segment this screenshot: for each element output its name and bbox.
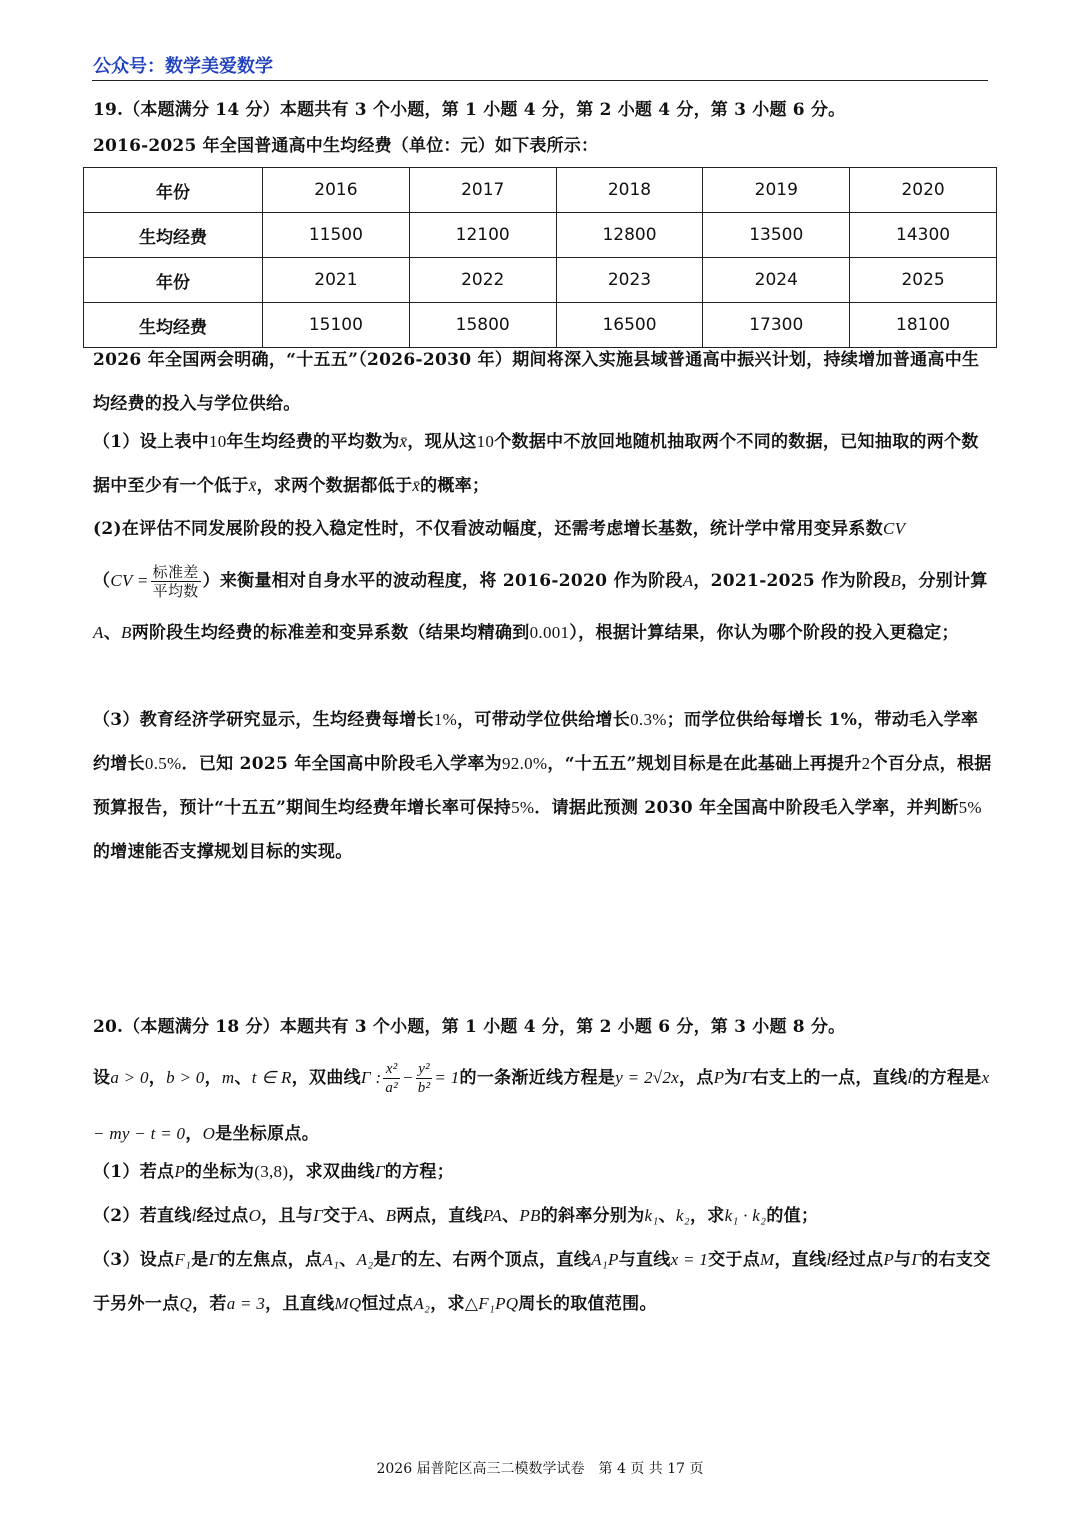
q19-part3: （3）教育经济学研究显示，生均经费每增长1%，可带动学位供给增长0.3%；而学位供给每增长 1%，带动毛入学率约增长0.5%．已知 2025 年全国高中阶段毛入学率为92.0%，“十五五”规划目标是在此基础上再提升2个百分点，根据预算报告，预计“十五五”期间生均经费年增长率可保持5%．请据此预测 2030 年全国高中阶段毛入学率，并判断5%的增速能否支撑规划目标的实现。 [93, 710, 992, 862]
table-cell: 2020 [850, 168, 997, 213]
table-row [84, 168, 997, 213]
table-cell: 18100 [850, 303, 997, 348]
table-cell: 2022 [409, 258, 556, 303]
table-cell: 2016 [263, 168, 410, 213]
q20-part3: （3）设点F₁是Γ的左焦点，点A₁、A₂是Γ的左、右两个顶点，直线A₁P与直线x = 1交于点M，直线l经过点P与Γ的右支交于另外一点Q，若a = 3，且直线MQ恒过点A₂，求△F₁PQ周长的取值范围。 [93, 1250, 991, 1314]
table-cell: 2025 [850, 258, 997, 303]
q19-background: 2026 年全国两会明确，“十五五”（2026-2030 年）期间将深入实施县域普通高中振兴计划，持续增加普通高中生均经费的投入与学位供给。 [93, 350, 980, 414]
table-cell: 2018 [556, 168, 703, 213]
table-row-label: 生均经费 [84, 213, 263, 258]
cv-fraction: $\frac{\text{标准差}}{\text{平均数}}$ [152, 563, 199, 600]
table-cell: 16500 [556, 303, 703, 348]
table-row-label: 生均经费 [84, 303, 263, 348]
table-cell: 2017 [409, 168, 556, 213]
table-cell: 15800 [409, 303, 556, 348]
page-footer: 2026 届普陀区高三二模数学试卷 第 4 页 共 17 页 [376, 1461, 704, 1477]
q19-intro: 2016-2025 年全国普通高中生均经费（单位：元）如下表所示： [93, 136, 599, 156]
q19-part1: （1）设上表中10年生均经费的平均数为x̄，现从这10个数据中不放回地随机抽取两个不同的数据，已知抽取的两个数据中至少有一个低于x̄，求两个数据都低于x̄的概率； [93, 432, 979, 496]
q20-part2: （2）若直线l经过点O，且与Γ交于A、B两点，直线PA、PB的斜率分别为k₁、k₂，求k₁ · k₂的值； [93, 1206, 819, 1226]
table-cell: 14300 [850, 213, 997, 258]
table-cell: 13500 [703, 213, 850, 258]
table-cell: 2019 [703, 168, 850, 213]
table-cell: 15100 [263, 303, 410, 348]
q20-stem: 设a > 0，b > 0，m、t ∈ R，双曲线Γ : $\frac{\text{x²}}{\text{a²}}$ − $\frac{\text{y²}}{\text{b²}}$ = 1的一条渐近线方程是y = 2√2x，点P为Γ右支上的一点，直线l的方程是x − my − t = 0，O是坐标原点。 [93, 1061, 990, 1144]
q20-part1: （1）若点P的坐标为(3,8)，求双曲线Γ的方程； [93, 1162, 454, 1182]
q19-title: 19.（本题满分 14 分）本题共有 3 个小题，第 1 小题 4 分，第 2 小题 4 分，第 3 小题 6 分。 [93, 100, 846, 120]
table-row-label: 年份 [84, 258, 263, 303]
q20-title: 20.（本题满分 18 分）本题共有 3 个小题，第 1 小题 4 分，第 2 小题 6 分，第 3 小题 8 分。 [93, 1017, 846, 1037]
account-header: 公众号：数学美爱数学 [93, 56, 273, 77]
table-cell: 2023 [556, 258, 703, 303]
table-cell: 11500 [263, 213, 410, 258]
table-cell: 17300 [703, 303, 850, 348]
table-row [84, 213, 997, 258]
table-cell: 2021 [263, 258, 410, 303]
table-cell: 12800 [556, 213, 703, 258]
table-row [84, 258, 997, 303]
table-cell: 12100 [409, 213, 556, 258]
table-row-label: 年份 [84, 168, 263, 213]
expenditure-table [83, 167, 997, 348]
header-divider [92, 80, 988, 81]
q19-part2: (2)在评估不同发展阶段的投入稳定性时，不仅看波动幅度，还需考虑增长基数，统计学中常用变异系数CV （CV = $\frac{\text{标准差}}{\text{平均数}}$ ）来衡量相对自身水平的波动程度，将 2016-2020 作为阶段A，2021-2025 作为阶段B，分别计算A、B两阶段生均经费的标准差和变异系数（结果均精确到0.001），根据计算结果，你认为哪个阶段的投入更稳定； [93, 519, 988, 643]
table-cell: 2024 [703, 258, 850, 303]
